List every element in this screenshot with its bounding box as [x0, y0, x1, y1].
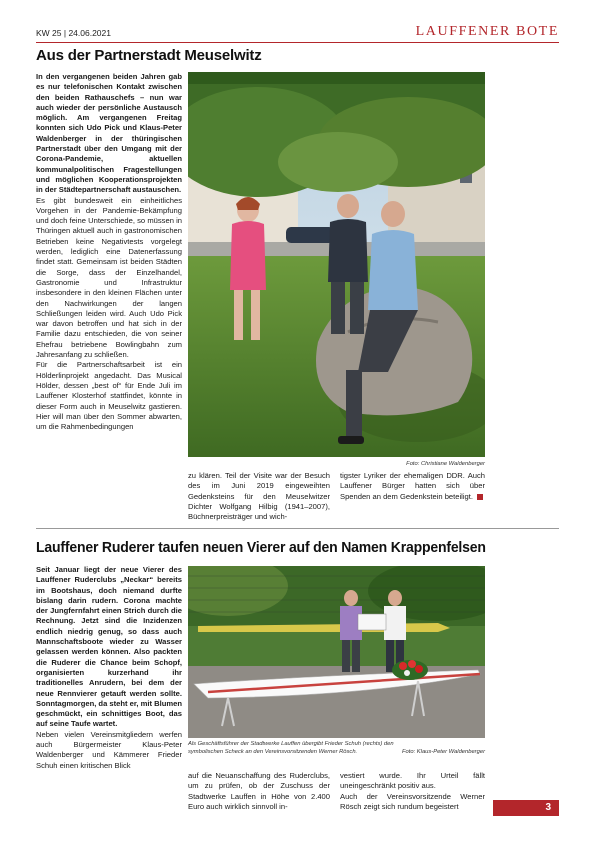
article2-headline: Lauffener Ruderer taufen neuen Vierer auf den Namen Krappenfelsen — [36, 539, 486, 556]
article2-photo — [188, 566, 485, 738]
article1-photo-credit: Foto: Christiane Waldenberger — [406, 461, 485, 467]
article2-middle-column — [188, 771, 330, 812]
end-mark — [477, 494, 483, 500]
article2-body2: auf die Neuanschaffung des Ruderclubs, um zu prüfen, ob der Zuschuss der Stadtwerke Lauffen in Höhe von 2.400 Euro auch wirklich sinnvoll in- — [188, 771, 330, 811]
header-rule — [36, 42, 559, 43]
article2-left-column — [36, 565, 182, 771]
issue-date: KW 25 | 24.06.2021 — [36, 28, 111, 38]
article2-body4: Auch der Vereinsvorsitzende Werner Rösch zeigt sich rundum begeistert — [340, 791, 485, 811]
article1-headline: Aus der Partnerstadt Meuselwitz — [36, 47, 262, 64]
article2-body3: vestiert wurde. Ihr Urteil fällt uneingeschränkt positiv aus. — [340, 771, 485, 791]
article2-photo-credit: Foto: Klaus-Peter Waldenberger — [401, 749, 485, 755]
article1-middle-column — [188, 471, 330, 522]
article1-body3: zu klären. Teil der Visite war der Besuch des im Juni 2019 eingeweihten Gedenksteins für den Meuselwitzer Dichter Wolfgang Hilbig (1941–2007), Büchnerpreisträger und wich- — [188, 471, 330, 522]
masthead: LAUFFENER BOTE — [415, 24, 559, 39]
article2-caption-text: Als Geschäftsführer der Stadtwerke Lauffen übergibt Frieder Schuh (rechts) den symbolischen Scheck an den Vereinsvorsitzenden Werner Rösch. — [188, 741, 394, 755]
article1-body2: Für die Partnerschaftsarbeit ist ein Hölderlinprojekt angedacht. Das Musical Hölder, dessen „best of“ für Ende Juli im Lauffener Klosterhof stattfindet, könnte in dieser Form auch in Meuselwitz gastieren. Hier will man über den Sommer abwarten, um die Rahmenbedingungen — [36, 360, 182, 432]
page-number: 3 — [493, 800, 559, 816]
article1-photo — [188, 72, 485, 457]
article1-body1: Es gibt bundesweit ein einheitliches Vorgehen in der Pandemie-Bekämpfung und doch feine Unterschiede, so müssen in Thüringen aktuell auch in gastronomischen Betrieben keine Negativtests vorgelegt werden, lediglich eine Datenerfassung findet statt. Gemeinsam ist beiden Städten die Sorge, dass der Einzelhandel, Gastronomie und Infrastruktur insbesondere in den kleinen Flächen unter den Nachwirkungen der langen Schließungen leiden wird. Auch Udo Pick war davon betroffen und hat sich in der Familie dazu entschieden, die von seiner Ehefrau betriebene Bowlingbahn zum Jahresanfang zu schließen. — [36, 195, 182, 360]
article2-lead: Seit Januar liegt der neue Vierer des Lauffener Ruderclubs „Neckar“ bereits im Bootshaus, doch niemand durfte bislang darin rudern. Corona machte der Jungfernfahrt einen Strich durch die Rechnung. Jetzt sind die Inzidenzen endlich niedrig genug, so dass auch Mannschaftsboote wieder zu Wasser gelassen werden können. Also packten die Ruderer die Chance beim Schopf, organisierten kurzerhand ihr traditionelles Anrudern, bei dem der neue Rennvierer getauft werden sollte. Sonntagmorgen, da steht er, mit Blumen geschmückt, ein schnittiges Boot, das auf seine Taufe wartet. — [36, 565, 182, 729]
article1-left-column — [36, 72, 182, 432]
article2-right-column — [340, 771, 485, 812]
article-divider — [36, 528, 559, 529]
article2-body1: Neben vielen Vereinsmitgliedern werfen auch Bürgermeister Klaus-Peter Waldenberger und Kämmerer Frieder Schuh einen kritischen Blick — [36, 729, 182, 770]
article1-lead: In den vergangenen beiden Jahren gab es nur telefonischen Kontakt zwischen den beiden Rathauschefs – nun war auch wieder der persönliche Austausch möglich. Am vergangenen Freitag konnten sich Udo Pick und Klaus-Peter Waldenberger in der thüringischen Partnerstadt über den Umgang mit der Corona-Pandemie, aktuellen kommunalpolitischen Fragestellungen und möglichen Kooperationsprojekten in der Städtepartnerschaft austauschen. — [36, 72, 182, 195]
article1-body4: tigster Lyriker der ehemaligen DDR. Auch Lauffener Bürger hatten sich über Spenden an dem Gedenkstein beteiligt. — [340, 471, 485, 501]
article1-right-column — [340, 471, 485, 502]
